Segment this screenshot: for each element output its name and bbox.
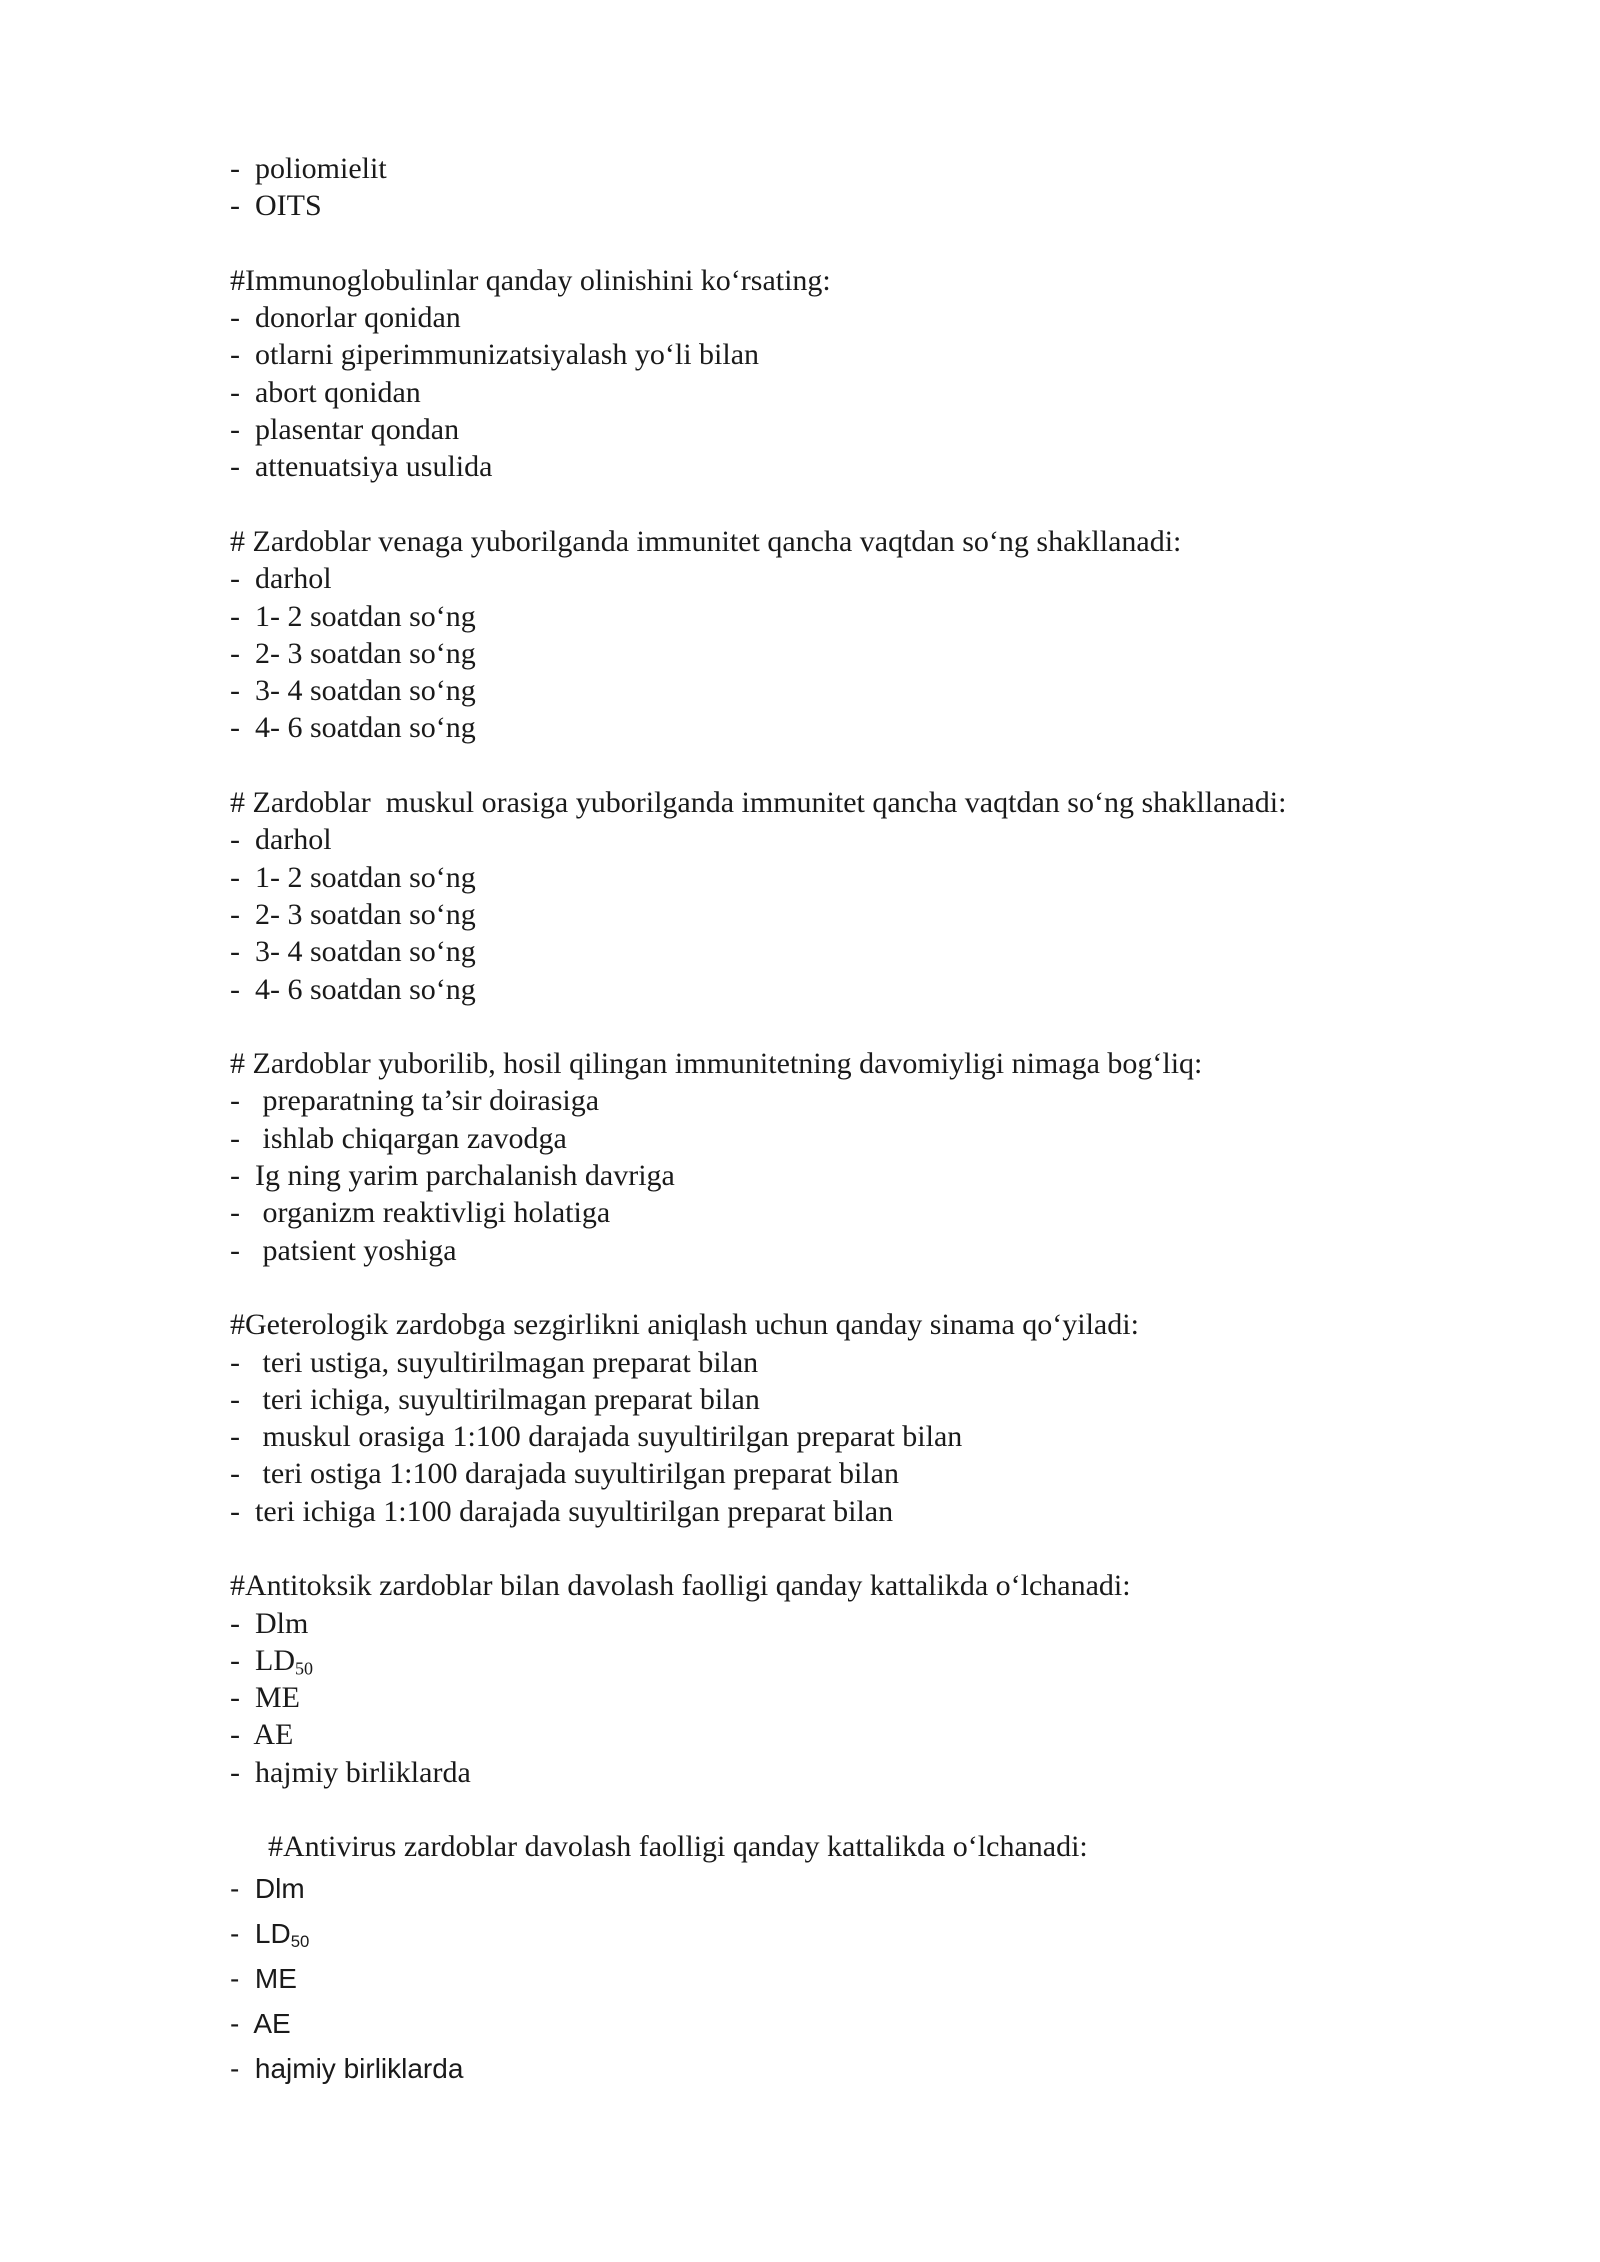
option: - 4- 6 soatdan so‘ng xyxy=(230,972,476,1006)
option: - OITS xyxy=(230,189,322,223)
document-page xyxy=(230,150,1430,2091)
option: - otlarni giperimmunizatsiyalash yo‘li bilan xyxy=(230,338,760,372)
option: - 3- 4 soatdan so‘ng xyxy=(230,674,476,708)
option: - Dlm xyxy=(230,1606,309,1640)
question: # Zardoblar venaga yuborilganda immunitet qancha vaqtdan so‘ng shakllanadi: xyxy=(230,524,1182,558)
option: - muskul orasiga 1:100 darajada suyultirilgan preparat bilan xyxy=(230,1420,963,1454)
spacer xyxy=(230,486,1430,523)
option: - 1- 2 soatdan so‘ng xyxy=(230,860,476,894)
option: - 2- 3 soatdan so‘ng xyxy=(230,636,476,670)
option: - poliomielit xyxy=(230,152,387,185)
option: - plasentar qondan xyxy=(230,413,460,447)
subscript: 50 xyxy=(294,1658,313,1679)
subscript: 50 xyxy=(290,1931,310,1951)
question: #Antitoksik zardoblar bilan davolash faolligi qanday kattalikda o‘lchanadi: xyxy=(230,1569,1131,1603)
option-ld50 xyxy=(230,1911,1430,1956)
option-text: - LD xyxy=(230,1917,291,1949)
option: - 4- 6 soatdan so‘ng xyxy=(230,711,476,745)
option: - donorlar qonidan xyxy=(230,301,461,335)
option: - ME xyxy=(230,1962,297,1994)
option: - Dlm xyxy=(230,1872,305,1904)
option: - AE xyxy=(230,1718,294,1752)
option: - ME xyxy=(230,1681,300,1715)
option: - attenuatsiya usulida xyxy=(230,450,493,484)
option: - preparatning ta’sir doirasiga xyxy=(230,1084,600,1118)
spacer xyxy=(230,1530,1430,1567)
option: - hajmiy birliklarda xyxy=(230,2052,464,2084)
option: - hajmiy birliklarda xyxy=(230,1755,471,1789)
option: - teri ichiga, suyultirilmagan preparat bilan xyxy=(230,1382,760,1416)
spacer xyxy=(230,1269,1430,1306)
option: - 2- 3 soatdan so‘ng xyxy=(230,897,476,931)
option-ld50 xyxy=(230,1642,1430,1679)
option: - patsient yoshiga xyxy=(230,1233,457,1267)
option-text: - LD xyxy=(230,1643,295,1677)
question: #Immunoglobulinlar qanday olinishini ko‘rsating: xyxy=(230,263,831,297)
question: # Zardoblar muskul orasiga yuborilganda immunitet qancha vaqtdan so‘ng shakllanadi: xyxy=(230,786,1287,820)
option: - teri ustiga, suyultirilmagan preparat bilan xyxy=(230,1345,759,1379)
option: - organizm reaktivligi holatiga xyxy=(230,1196,611,1230)
option: - ishlab chiqargan zavodga xyxy=(230,1121,567,1155)
option: - AE xyxy=(230,2007,291,2039)
option: - teri ichiga 1:100 darajada suyultirilgan preparat bilan xyxy=(230,1494,894,1528)
question: # Zardoblar yuborilib, hosil qilingan immunitetning davomiyligi nimaga bog‘liq: xyxy=(230,1047,1203,1081)
option: - teri ostiga 1:100 darajada suyultirilgan preparat bilan xyxy=(230,1457,899,1491)
option: - abort qonidan xyxy=(230,375,421,409)
spacer xyxy=(230,747,1430,784)
spacer xyxy=(230,1008,1430,1045)
option: - darhol xyxy=(230,562,332,596)
option: - Ig ning yarim parchalanish davriga xyxy=(230,1159,675,1193)
spacer xyxy=(230,1791,1430,1828)
question: #Antivirus zardoblar davolash faolligi qanday kattalikda o‘lchanadi: xyxy=(268,1830,1088,1864)
option: - 3- 4 soatdan so‘ng xyxy=(230,935,476,969)
question: #Geterologik zardobga sezgirlikni aniqlash uchun qanday sinama qo‘yiladi: xyxy=(230,1308,1139,1342)
option: - 1- 2 soatdan so‘ng xyxy=(230,599,476,633)
option: - darhol xyxy=(230,823,332,857)
spacer xyxy=(230,225,1430,262)
